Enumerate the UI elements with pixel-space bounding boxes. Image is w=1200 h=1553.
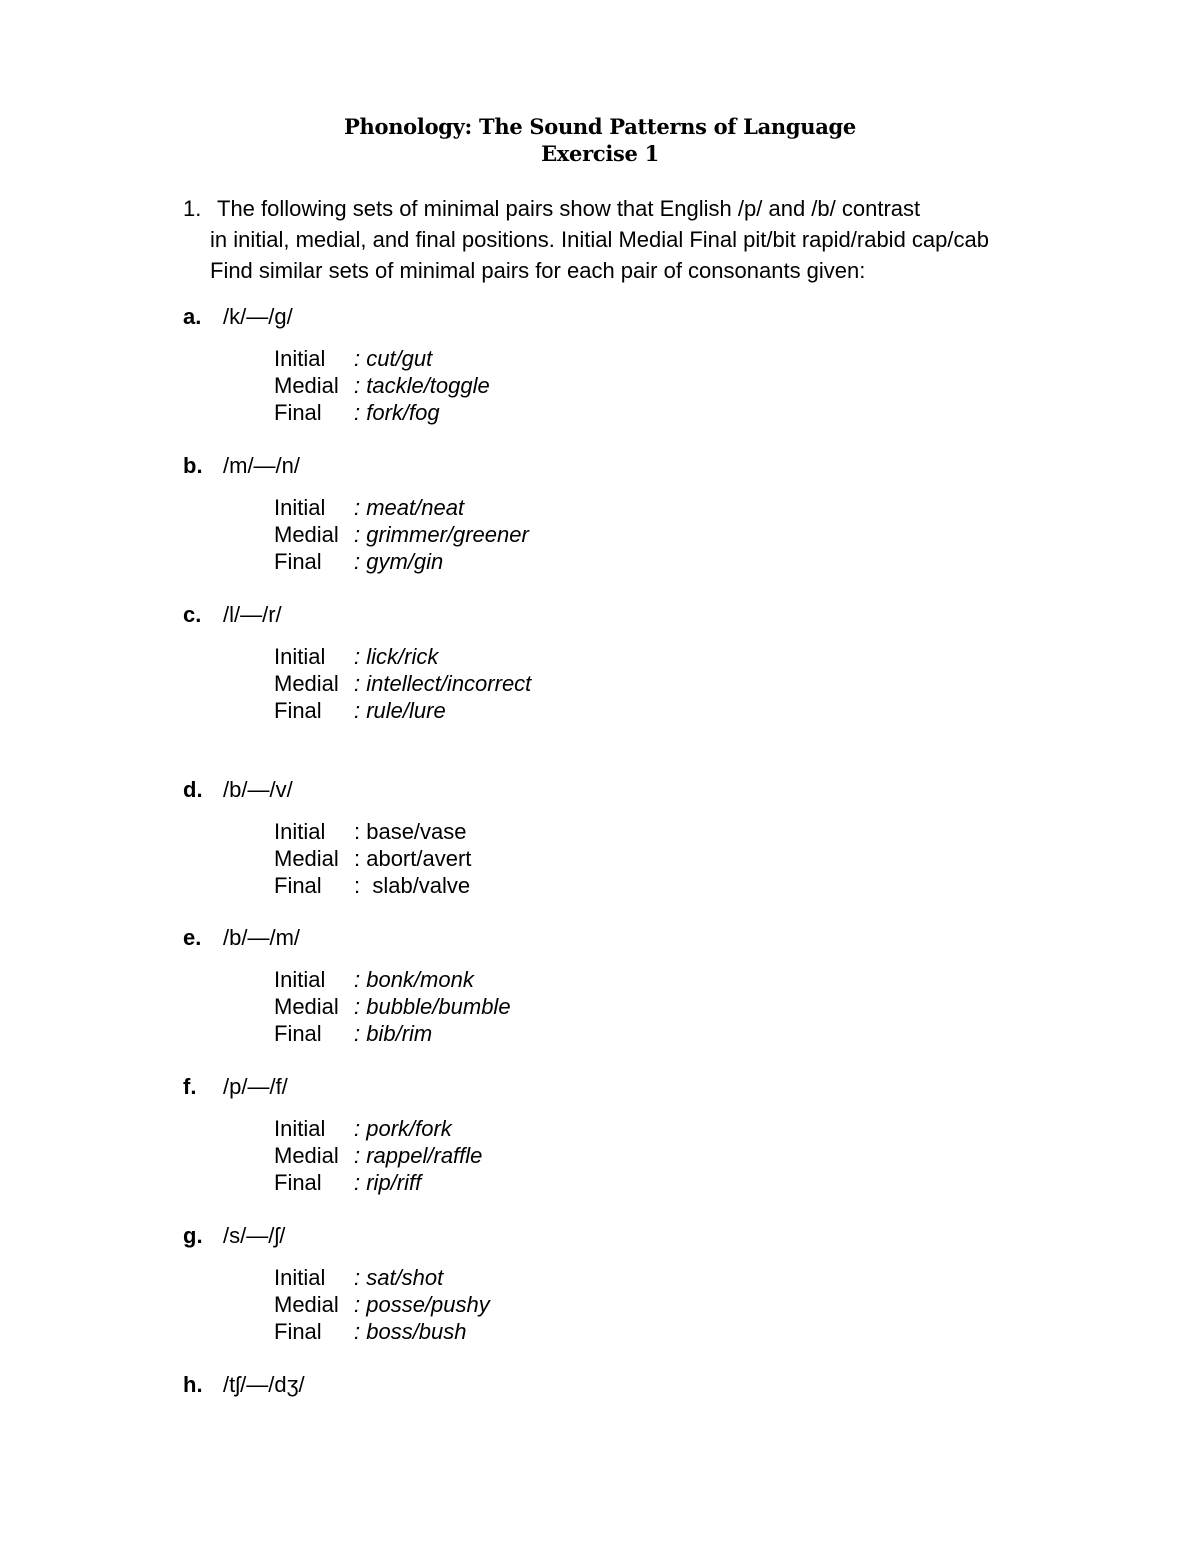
row-initial [274, 1115, 883, 1142]
row-medial [274, 1291, 883, 1318]
value-initial: : meat/neat [354, 495, 465, 520]
item-letter: h. [183, 1372, 203, 1397]
value-final: : boss/bush [354, 1319, 467, 1344]
label-initial: Initial [274, 644, 326, 669]
value-medial: : bubble/bumble [354, 994, 511, 1019]
row-final [274, 1318, 883, 1345]
label-initial: Initial [274, 1116, 326, 1141]
label-final: Final [274, 1319, 322, 1344]
question-line-1: The following sets of minimal pairs show that English /p/ and /b/ contrast [217, 196, 921, 221]
item-letter: f. [183, 1074, 197, 1099]
label-initial: Initial [274, 1265, 326, 1290]
label-medial: Medial [274, 671, 339, 696]
item-letter: e. [183, 925, 202, 950]
row-initial [274, 494, 883, 521]
row-final [274, 872, 883, 899]
item-h [183, 1370, 883, 1400]
item-c [183, 600, 883, 724]
row-initial [274, 818, 883, 845]
value-initial: : cut/gut [354, 346, 433, 371]
item-pair: /tʃ/—/dʒ/ [223, 1372, 305, 1397]
value-initial: : base/vase [354, 819, 467, 844]
label-final: Final [274, 400, 322, 425]
page-title: Phonology: The Sound Patterns of Language [344, 114, 856, 139]
item-a [183, 302, 883, 426]
question-intro [183, 193, 1083, 286]
value-final: : gym/gin [354, 549, 444, 574]
row-medial [274, 372, 883, 399]
value-medial: : abort/avert [354, 846, 472, 871]
value-medial: : intellect/incorrect [354, 671, 532, 696]
item-letter: g. [183, 1223, 203, 1248]
value-initial: : pork/fork [354, 1116, 452, 1141]
row-initial [274, 1264, 883, 1291]
item-e [183, 923, 883, 1047]
row-final [274, 1020, 883, 1047]
row-medial [274, 993, 883, 1020]
value-initial: : bonk/monk [354, 967, 474, 992]
item-letter: a. [183, 304, 202, 329]
value-final: : bib/rim [354, 1021, 433, 1046]
row-medial [274, 670, 883, 697]
label-medial: Medial [274, 1292, 339, 1317]
label-medial: Medial [274, 1143, 339, 1168]
label-initial: Initial [274, 495, 326, 520]
label-medial: Medial [274, 846, 339, 871]
value-medial: : grimmer/greener [354, 522, 529, 547]
value-final: : rip/riff [354, 1170, 422, 1195]
question-line-2: in initial, medial, and final positions. Initial Medial Final pit/bit rapid/rabid cap/cab [210, 227, 989, 252]
label-final: Final [274, 1170, 322, 1195]
item-f [183, 1072, 883, 1196]
item-pair: /b/—/m/ [223, 925, 301, 950]
item-b [183, 451, 883, 575]
item-pair: /p/—/f/ [223, 1074, 288, 1099]
row-medial [274, 1142, 883, 1169]
value-final: : rule/lure [354, 698, 446, 723]
page-subtitle: Exercise 1 [541, 141, 659, 166]
value-medial: : posse/pushy [354, 1292, 490, 1317]
label-final: Final [274, 1021, 322, 1046]
label-final: Final [274, 549, 322, 574]
item-letter: b. [183, 453, 203, 478]
row-final [274, 697, 883, 724]
value-initial: : lick/rick [354, 644, 439, 669]
label-initial: Initial [274, 967, 326, 992]
row-initial [274, 643, 883, 670]
item-d [183, 775, 883, 899]
item-pair: /s/—/ʃ/ [223, 1223, 286, 1248]
label-final: Final [274, 873, 322, 898]
item-pair: /k/—/g/ [223, 304, 293, 329]
item-g [183, 1221, 883, 1345]
row-medial [274, 845, 883, 872]
row-final [274, 548, 883, 575]
label-medial: Medial [274, 994, 339, 1019]
label-medial: Medial [274, 522, 339, 547]
row-initial [274, 966, 883, 993]
value-medial: : tackle/toggle [354, 373, 490, 398]
question-line-3: Find similar sets of minimal pairs for each pair of consonants given: [210, 258, 866, 283]
item-pair: /m/—/n/ [223, 453, 301, 478]
value-medial: : rappel/raffle [354, 1143, 483, 1168]
label-initial: Initial [274, 346, 326, 371]
row-final [274, 399, 883, 426]
label-initial: Initial [274, 819, 326, 844]
value-final: : slab/valve [354, 873, 471, 898]
value-initial: : sat/shot [354, 1265, 444, 1290]
item-letter: c. [183, 602, 202, 627]
question-number: 1. [183, 196, 202, 221]
label-medial: Medial [274, 373, 339, 398]
row-medial [274, 521, 883, 548]
row-initial [274, 345, 883, 372]
value-final: : fork/fog [354, 400, 440, 425]
item-letter: d. [183, 777, 203, 802]
row-final [274, 1169, 883, 1196]
item-pair: /l/—/r/ [223, 602, 282, 627]
item-pair: /b/—/v/ [223, 777, 293, 802]
label-final: Final [274, 698, 322, 723]
